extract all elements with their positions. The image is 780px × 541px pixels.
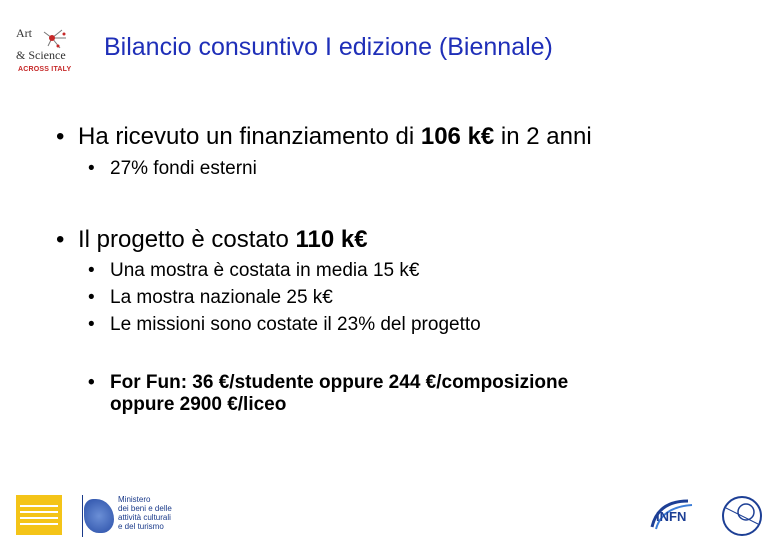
sub-bullet-text: La mostra nazionale 25 k€ bbox=[110, 287, 333, 308]
sub-bullet-national-exhibition: • La mostra nazionale 25 k€ bbox=[88, 287, 333, 308]
italy-map-icon bbox=[84, 499, 114, 533]
bullet-financing-text: Ha ricevuto un finanziamento di bbox=[78, 123, 421, 150]
logo-text-science: & Science bbox=[16, 48, 66, 62]
logo-text-across-italy: ACROSS ITALY bbox=[18, 66, 72, 73]
for-fun-line-2: oppure 2900 €/liceo bbox=[110, 394, 287, 415]
page-title: Bilancio consuntivo I edizione (Biennale) bbox=[104, 33, 553, 61]
for-fun-line-1: • For Fun: 36 €/studente oppure 244 €/composizione bbox=[88, 372, 569, 393]
financing-amount: 106 k€ bbox=[420, 123, 495, 150]
art-science-logo bbox=[14, 24, 72, 76]
sub-bullet-text: 27% fondi esterni bbox=[110, 158, 257, 179]
logo-text-art: Art bbox=[16, 26, 32, 40]
eu-year-logo-lines bbox=[20, 501, 58, 529]
cern-ring-icon bbox=[720, 494, 764, 536]
sub-bullet-external-funds: • 27% fondi esterni bbox=[88, 158, 257, 179]
mibact-vertical-mark bbox=[74, 495, 83, 537]
infn-text: INFN bbox=[656, 509, 687, 524]
sub-bullet-missions: • Le missioni sono costate il 23% del progetto bbox=[88, 314, 481, 335]
sub-bullet-exhibition-cost: • Una mostra è costata in media 15 k€ bbox=[88, 260, 420, 281]
eu-year-logo bbox=[16, 495, 62, 535]
sub-bullet-for-fun bbox=[88, 372, 568, 416]
cost-amount: 110 k€ bbox=[295, 226, 368, 253]
bullet-financing: • Ha ricevuto un finanziamento di 106 k€ in 2 anni bbox=[56, 123, 592, 150]
bullet-financing-suffix: in 2 anni bbox=[494, 123, 592, 150]
infn-logo bbox=[648, 497, 710, 535]
mibact-logo bbox=[74, 495, 184, 537]
cern-logo bbox=[720, 494, 764, 536]
bullet-cost-text: Il progetto è costato bbox=[78, 226, 296, 253]
bullet-cost: • Il progetto è costato 110 k€ bbox=[56, 226, 368, 253]
sub-bullet-text: Una mostra è costata in media 15 k€ bbox=[110, 260, 420, 281]
sub-bullet-text: Le missioni sono costate il 23% del progetto bbox=[110, 314, 481, 335]
ministero-text: Ministero dei beni e delle attività culturali e del turismo bbox=[118, 495, 172, 531]
